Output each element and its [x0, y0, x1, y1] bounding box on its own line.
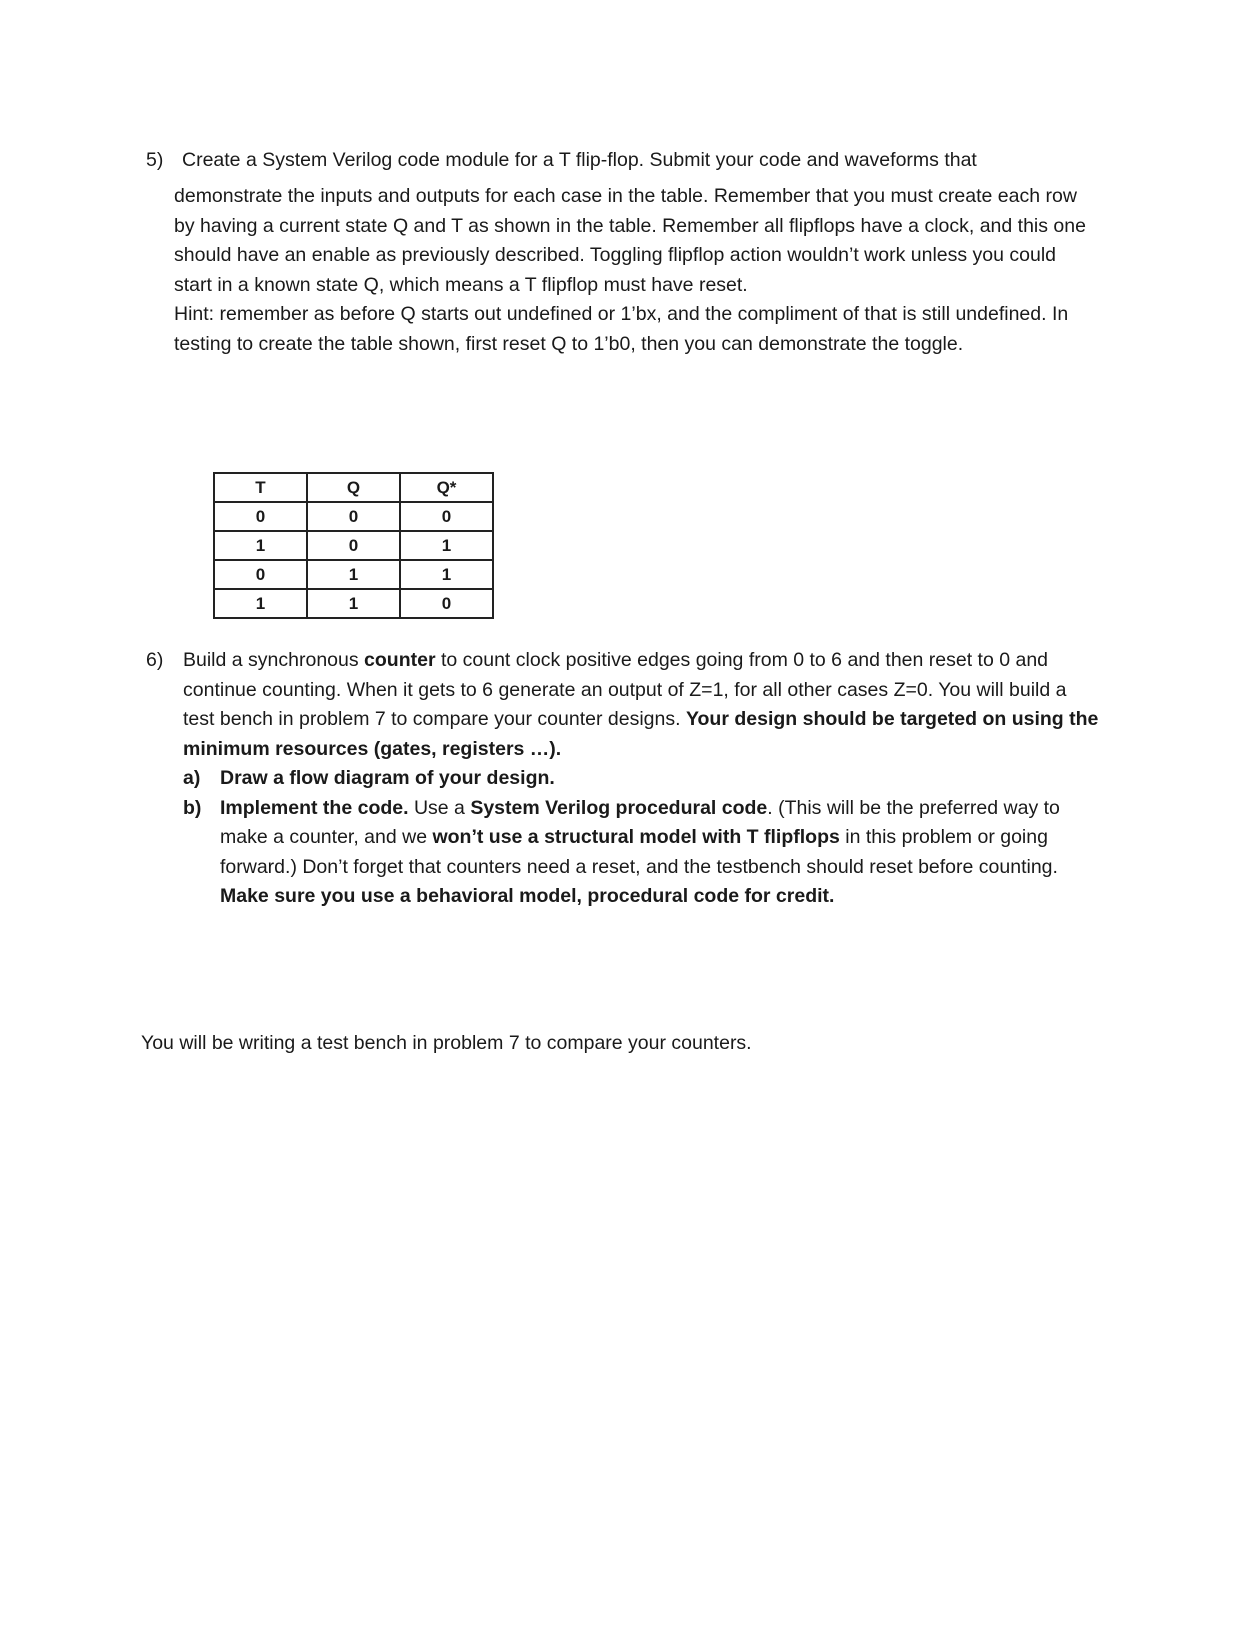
question-6-body: [183, 646, 1103, 912]
part-b-bold-3: won’t use a structural model with T flipflops: [432, 826, 840, 848]
part-a-label: a): [183, 767, 201, 789]
cell-q-next: 0: [400, 589, 493, 618]
part-b-bold-4: Make sure you use a behavioral model, procedural code for credit.: [220, 885, 835, 907]
cell-t: 1: [214, 589, 307, 618]
truth-table: [213, 472, 494, 619]
question-5-body: [174, 182, 1089, 359]
cell-q: 0: [307, 502, 400, 531]
cell-q: 1: [307, 589, 400, 618]
q6-text: Build a synchronous: [183, 649, 365, 671]
question-5-paragraph: demonstrate the inputs and outputs for each case in the table. Remember that you must create each row by having a current state Q and T as shown in the table. Remember all flipflops have a clock, and this one should have an enable as previously described. Toggling flipflop action wouldn’t work unless you could start in a known state Q, which means a T flipflop must have reset.: [174, 185, 1086, 296]
question-5-number: 5): [146, 149, 164, 171]
table-row: [214, 560, 493, 589]
footer-note: You will be writing a test bench in problem 7 to compare your counters.: [141, 1032, 752, 1054]
table-row: [214, 589, 493, 618]
cell-q: 1: [307, 560, 400, 589]
cell-t: 0: [214, 502, 307, 531]
header-t: T: [214, 473, 307, 502]
part-b-text-2: . (This will be the preferred way to make a counter, and we: [220, 796, 1060, 848]
part-a-text: Draw a flow diagram of your design.: [220, 767, 555, 789]
part-b-bold-1: Implement the code.: [220, 796, 409, 819]
question-6-part-a: [183, 764, 1103, 794]
part-b-text-3: in this problem or going forward.) Don’t forget that counters need a reset, and the testbench should reset before counting.: [220, 826, 1058, 878]
q6-bold-requirement: Your design should be targeted on using the minimum resources (gates, registers …).: [183, 708, 1099, 760]
q6-text: to count clock positive edges going from 0 to 6 and then reset to 0 and continue counting. When it gets to 6 generate an output of Z=1, for all other cases Z=0. You will build a test bench in problem 7 to compare your counter designs.: [183, 649, 1067, 730]
cell-t: 0: [214, 560, 307, 589]
cell-q-next: 0: [400, 502, 493, 531]
cell-q-next: 1: [400, 531, 493, 560]
question-6-part-b: [183, 794, 1103, 912]
table-row: [214, 531, 493, 560]
cell-t: 1: [214, 531, 307, 560]
cell-q-next: 1: [400, 560, 493, 589]
part-b-bold-2: System Verilog procedural code: [470, 796, 768, 819]
question-5-hint: Hint: remember as before Q starts out undefined or 1’bx, and the compliment of that is still undefined. In testing to create the table shown, first reset Q to 1’b0, then you can demonstrate the toggle.: [174, 303, 1069, 355]
question-6-number: 6): [146, 649, 164, 671]
question-6-paragraph: [183, 646, 1103, 764]
table-row: [214, 502, 493, 531]
cell-q: 0: [307, 531, 400, 560]
truth-table-header-row: [214, 473, 493, 502]
q6-bold-counter: counter: [364, 649, 436, 671]
header-q-next: Q*: [400, 473, 493, 502]
part-b-text-1: Use a: [408, 796, 471, 819]
question-5-first-line: Create a System Verilog code module for a T flip-flop. Submit your code and waveforms that: [182, 149, 977, 171]
part-b-label: b): [183, 796, 202, 819]
header-q: Q: [307, 473, 400, 502]
